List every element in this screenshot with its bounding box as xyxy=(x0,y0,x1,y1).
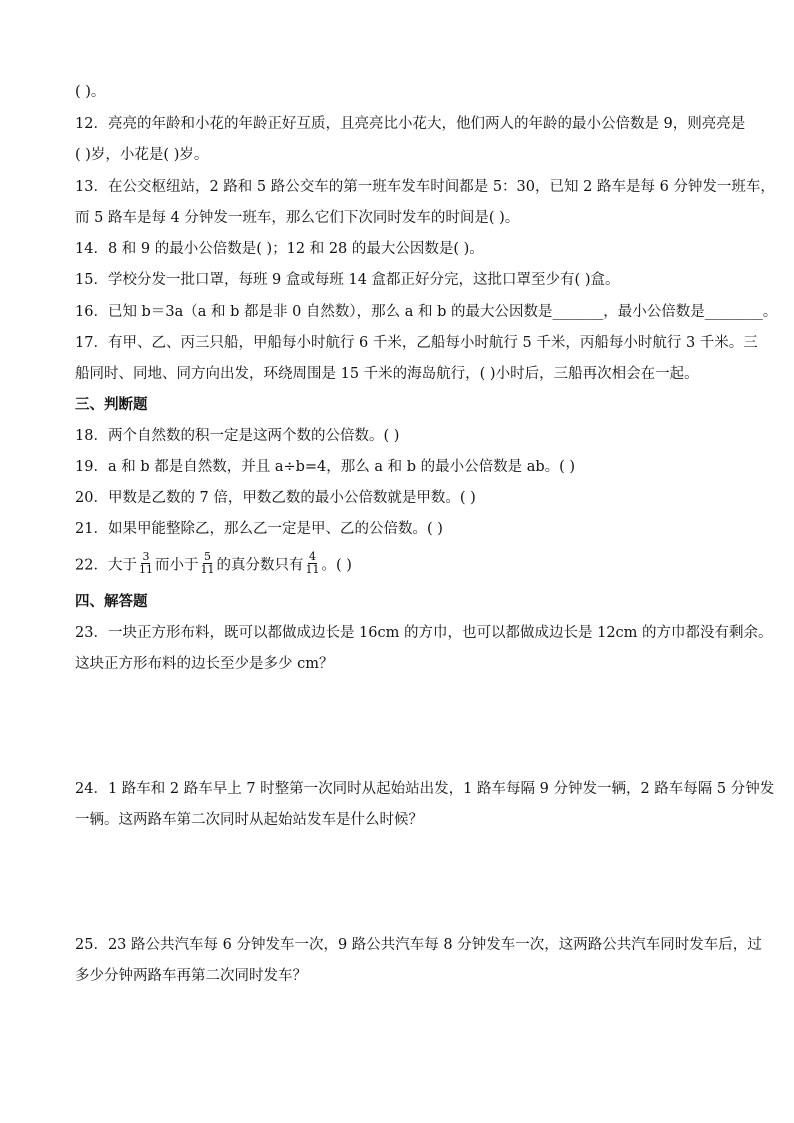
question-24-line1: 24．1 路车和 2 路车早上 7 时整第一次同时从起始站出发，1 路车每隔 9 分钟发一辆，2 路车每隔 5 分钟发 xyxy=(75,781,775,797)
question-17-line2: 船同时、同地、同方向出发，环绕周围是 15 千米的海岛航行，( )小时后，三船再次相会在一起。 xyxy=(75,366,699,382)
section-heading-judgement: 三、判断题 xyxy=(75,396,148,413)
fraction-numerator: 5 xyxy=(203,550,211,563)
question-12-line1: 12．亮亮的年龄和小花的年龄正好互质，且亮亮比小花大，他们两人的年龄的最小公倍数是 9，则亮亮是 xyxy=(75,116,746,132)
question-22 xyxy=(75,550,735,578)
question-19: 19．a 和 b 都是自然数，并且 a÷b=4，那么 a 和 b 的最小公倍数是 ab。( ) xyxy=(75,459,576,475)
fraction-5-11 xyxy=(199,551,215,576)
q22-middle-2: 的真分数只有 xyxy=(216,557,304,574)
question-13-line2: 而 5 路车是每 4 分钟发一班车，那么它们下次同时发车的时间是( )。 xyxy=(75,210,520,226)
question-23-line2: 这块正方形布料的边长至少是多少 cm？ xyxy=(75,656,334,672)
fraction-denominator: 11 xyxy=(138,563,153,576)
question-12-line2: ( )岁，小花是( )岁。 xyxy=(75,147,209,163)
question-15: 15．学校分发一批口罩，每班 9 盒或每班 14 盒都正好分完，这批口罩至少有( )盒。 xyxy=(75,272,620,288)
question-16: 16．已知 b＝3a（a 和 b 都是非 0 自然数），那么 a 和 b 的最大公因数是_______，最小公倍数是________。 xyxy=(75,304,778,320)
question-23-line1: 23．一块正方形布料，既可以都做成边长是 16cm 的方巾，也可以都做成边长是 12cm 的方巾都没有剩余。 xyxy=(75,625,773,641)
q22-prefix: 22．大于 xyxy=(75,557,137,574)
question-13-line1: 13．在公交枢纽站，2 路和 5 路公交车的第一班车发车时间都是 5：30，已知 2 路车是每 6 分钟发一班车， xyxy=(75,179,775,195)
q22-middle-1: 而小于 xyxy=(154,557,199,574)
q22-suffix: 。( ) xyxy=(321,557,352,574)
question-24-line2: 一辆。这两路车第二次同时从起始站发车是什么时候？ xyxy=(75,812,423,828)
question-14: 14．8 和 9 的最小公倍数是( )；12 和 28 的最大公因数是( )。 xyxy=(75,241,484,257)
q11-tail: ( )。 xyxy=(75,84,106,100)
fraction-numerator: 4 xyxy=(308,550,316,563)
fraction-denominator: 11 xyxy=(305,563,320,576)
question-21: 21．如果甲能整除乙，那么乙一定是甲、乙的公倍数。( ) xyxy=(75,521,443,537)
section-heading-answers: 四、解答题 xyxy=(75,593,148,610)
fraction-denominator: 11 xyxy=(200,563,215,576)
question-20: 20．甲数是乙数的 7 倍，甲数乙数的最小公倍数就是甲数。( ) xyxy=(75,490,476,506)
question-25-line2: 多少分钟两路车再第二次同时发车？ xyxy=(75,968,307,984)
fraction-4-11 xyxy=(304,551,320,576)
fraction-3-11 xyxy=(138,551,154,576)
question-18: 18．两个自然数的积一定是这两个数的公倍数。( ) xyxy=(75,428,400,444)
question-17-line1: 17．有甲、乙、丙三只船，甲船每小时航行 6 千米，乙船每小时航行 5 千米，丙船每小时航行 3 千米。三 xyxy=(75,335,758,351)
question-25-line1: 25．23 路公共汽车每 6 分钟发车一次，9 路公共汽车每 8 分钟发车一次，这两路公共汽车同时发车后，过 xyxy=(75,937,762,953)
fraction-numerator: 3 xyxy=(142,550,150,563)
